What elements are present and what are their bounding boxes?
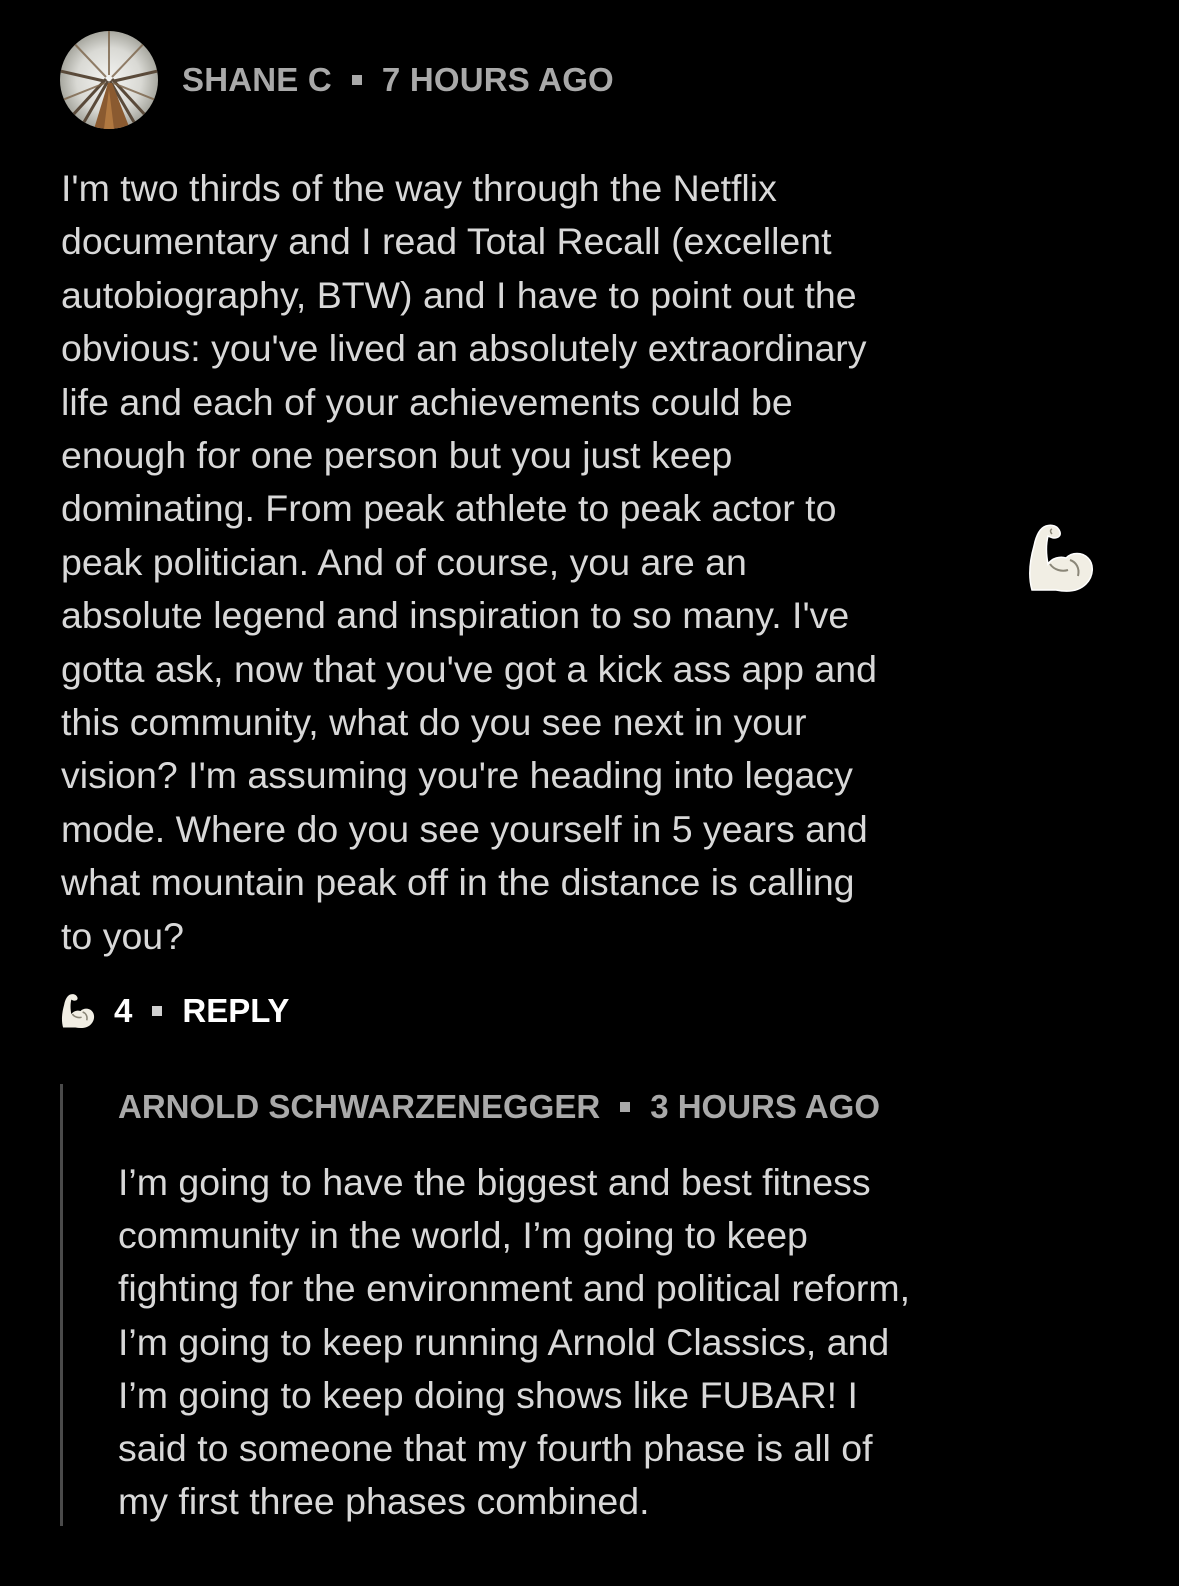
avatar[interactable] <box>60 31 158 129</box>
reply-meta <box>118 1088 880 1126</box>
timestamp: 7 HOURS AGO <box>381 61 614 98</box>
reaction-count: 4 <box>114 992 133 1029</box>
thread-line <box>60 1084 63 1526</box>
reply-text: I’m going to have the biggest and best fitness community in the world, I’m going to keep fighting for the environment and political reform, I’m going to keep running Arnold Classics, and I’m going to keep doing shows like FUBAR! I said to someone that my fourth phase is all of my first three phases combined. <box>118 1161 911 1523</box>
author-name[interactable]: SHANE C <box>182 61 332 98</box>
flexed-bicep-icon <box>1026 520 1096 596</box>
separator-dot <box>152 1006 162 1016</box>
comment-actions <box>60 988 289 1034</box>
reply-button[interactable]: REPLY <box>182 992 290 1029</box>
separator-dot <box>352 75 362 85</box>
flexed-bicep-icon[interactable] <box>60 991 96 1031</box>
separator-dot <box>620 1102 630 1112</box>
comment-header <box>60 30 614 130</box>
comment-meta <box>182 61 614 99</box>
reply-author-name[interactable]: ARNOLD SCHWARZENEGGER <box>118 1088 601 1125</box>
comment-text: I'm two thirds of the way through the Netflix documentary and I read Total Recall (excellent autobiography, BTW) and I have to point out the obvious: you've lived an absolutely extraordinary life and each of your achievements could be enough for one person but you just keep dominating. From peak athlete to peak actor to peak politician. And of course, you are an absolute legend and inspiration to so many. I've gotta ask, now that you've got a kick ass app and this community, what do you see next in your vision? I'm assuming you're heading into legacy mode. Where do you see yourself in 5 years and what mountain peak off in the distance is calling to you? <box>61 167 877 957</box>
reply-timestamp: 3 HOURS AGO <box>650 1088 880 1125</box>
reply-thread <box>60 1084 1140 1526</box>
